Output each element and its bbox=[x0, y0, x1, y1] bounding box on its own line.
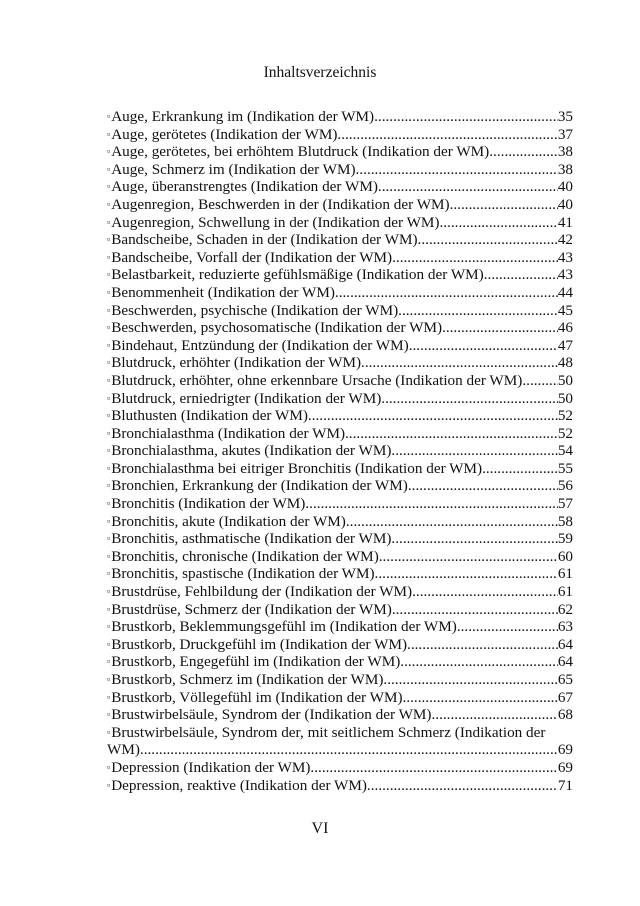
bullet-icon: ▫ bbox=[107, 480, 111, 491]
dot-leader bbox=[375, 565, 558, 583]
bullet-icon: ▫ bbox=[107, 410, 111, 421]
entry-label bbox=[107, 266, 484, 284]
entry-page-number: 40 bbox=[557, 195, 573, 213]
entry-label bbox=[107, 407, 308, 425]
entry-text: Brustdrüse, Schmerz der (Indikation der WM) bbox=[111, 600, 392, 618]
toc-entry[interactable] bbox=[107, 390, 573, 408]
bullet-icon: ▫ bbox=[107, 656, 111, 667]
entry-page-number: 71 bbox=[557, 776, 573, 794]
bullet-icon: ▫ bbox=[107, 198, 111, 209]
entry-label bbox=[107, 302, 398, 320]
toc-entry[interactable] bbox=[107, 777, 573, 795]
toc-entry[interactable] bbox=[107, 530, 573, 548]
bullet-icon: ▫ bbox=[107, 322, 111, 333]
entry-label bbox=[107, 442, 391, 460]
dot-leader bbox=[400, 653, 558, 671]
dot-leader bbox=[450, 196, 558, 214]
entry-label bbox=[107, 618, 457, 636]
bullet-icon: ▫ bbox=[107, 638, 111, 649]
toc-entry[interactable] bbox=[107, 425, 573, 443]
dot-leader bbox=[367, 777, 558, 795]
entry-page-number: 64 bbox=[557, 653, 573, 671]
entry-text: Blutdruck, erhöhter, ohne erkennbare Ursache (Indikation der WM) bbox=[111, 371, 523, 389]
toc-entry[interactable] bbox=[107, 249, 573, 267]
entry-text: Brustkorb, Beklemmungsgefühl im (Indikation der WM) bbox=[111, 618, 457, 636]
entry-label bbox=[107, 671, 383, 689]
entry-label bbox=[107, 706, 431, 724]
entry-text: Blutdruck, erhöhter (Indikation der WM) bbox=[111, 354, 362, 372]
entry-page-number: 44 bbox=[557, 283, 573, 301]
entry-label bbox=[107, 319, 442, 337]
entry-page-number: 43 bbox=[557, 248, 573, 266]
toc-entry[interactable] bbox=[107, 548, 573, 566]
dot-leader bbox=[378, 178, 558, 196]
toc-entries-after bbox=[107, 759, 573, 794]
entry-page-number: 38 bbox=[557, 160, 573, 178]
entry-page-number: 67 bbox=[557, 688, 573, 706]
entry-label bbox=[107, 477, 408, 495]
bullet-icon: ▫ bbox=[107, 304, 111, 315]
bullet-icon: ▫ bbox=[107, 621, 111, 632]
entry-page-number: 59 bbox=[557, 530, 573, 548]
entry-text: Bronchitis, akute (Indikation der WM) bbox=[111, 512, 346, 530]
bullet-icon: ▫ bbox=[107, 181, 111, 192]
dot-leader bbox=[140, 741, 558, 759]
toc-entry[interactable] bbox=[107, 266, 573, 284]
toc-entries bbox=[107, 108, 573, 724]
toc-entry[interactable] bbox=[107, 477, 573, 495]
entry-text: Depression, reaktive (Indikation der WM) bbox=[111, 776, 367, 794]
toc-entry[interactable] bbox=[107, 618, 573, 636]
entry-label: Brustwirbelsäule, Syndrom der, mit seitlichem Schmerz (Indikation der bbox=[111, 723, 546, 741]
toc-entry[interactable] bbox=[107, 495, 573, 513]
entry-label bbox=[107, 284, 335, 302]
toc-entry[interactable] bbox=[107, 407, 573, 425]
entry-label bbox=[107, 777, 367, 795]
bullet-icon: ▫ bbox=[107, 269, 111, 280]
bullet-icon: ▫ bbox=[107, 691, 111, 702]
dot-leader bbox=[335, 284, 558, 302]
dot-leader bbox=[392, 601, 558, 619]
entry-page-number: 68 bbox=[557, 706, 573, 724]
bullet-icon: ▫ bbox=[107, 146, 111, 157]
entry-page-number: 65 bbox=[557, 671, 573, 688]
entry-text: Auge, gerötetes, bei erhöhtem Blutdruck (Indikation der WM) bbox=[111, 143, 490, 161]
entry-page-number: 57 bbox=[557, 495, 573, 513]
dot-leader bbox=[418, 231, 558, 249]
entry-label bbox=[107, 495, 305, 513]
toc-entry[interactable] bbox=[107, 302, 573, 320]
entry-page-number: 61 bbox=[557, 583, 573, 601]
entry-text: Auge, Erkrankung im (Indikation der WM) bbox=[111, 108, 375, 125]
entry-text: Bronchialasthma (Indikation der WM) bbox=[111, 424, 345, 442]
entry-page-number: 41 bbox=[557, 213, 573, 231]
bullet-icon: ▫ bbox=[107, 128, 111, 139]
entry-page-number: 62 bbox=[557, 600, 573, 618]
toc-entry[interactable] bbox=[107, 319, 573, 337]
entry-page-number: 64 bbox=[557, 635, 573, 653]
entry-page-number: 35 bbox=[557, 108, 573, 125]
toc-entry[interactable] bbox=[107, 601, 573, 619]
entry-label bbox=[107, 759, 310, 777]
entry-label bbox=[107, 178, 378, 196]
entry-label bbox=[107, 565, 375, 583]
dot-leader bbox=[408, 477, 558, 495]
entry-label bbox=[107, 249, 392, 267]
dot-leader bbox=[374, 108, 558, 126]
entry-label bbox=[107, 161, 356, 179]
dot-leader bbox=[381, 390, 558, 408]
entry-page-number: 58 bbox=[557, 512, 573, 530]
entry-page-number: 42 bbox=[557, 231, 573, 249]
entry-label bbox=[107, 390, 381, 408]
entry-label bbox=[107, 354, 361, 372]
dot-leader bbox=[407, 636, 558, 654]
entry-text: Bandscheibe, Vorfall der (Indikation der WM) bbox=[111, 248, 393, 266]
entry-page-number: 63 bbox=[557, 618, 573, 636]
dot-leader bbox=[442, 319, 558, 337]
dot-leader bbox=[391, 530, 557, 548]
entry-label-continuation: WM) bbox=[107, 741, 140, 759]
bullet-icon: ▫ bbox=[107, 515, 111, 526]
bullet-icon: ▫ bbox=[107, 709, 111, 720]
bullet-icon: ▫ bbox=[107, 111, 111, 121]
entry-page-number: 61 bbox=[557, 565, 573, 583]
bullet-icon: ▫ bbox=[107, 779, 111, 790]
bullet-icon: ▫ bbox=[107, 550, 111, 561]
entry-page-number: 52 bbox=[557, 407, 573, 425]
dot-leader bbox=[412, 583, 558, 601]
bullet-icon: ▫ bbox=[107, 251, 111, 262]
toc-entry[interactable] bbox=[107, 108, 573, 126]
entry-text: Bronchitis, chronische (Indikation der WM) bbox=[111, 547, 379, 565]
entry-page-number: 69 bbox=[557, 758, 573, 776]
entry-page-number: 54 bbox=[557, 442, 573, 460]
bullet-icon: ▫ bbox=[107, 216, 111, 227]
entry-text: Beschwerden, psychosomatische (Indikation der WM) bbox=[111, 319, 443, 337]
dot-leader bbox=[431, 706, 557, 724]
toc-entry[interactable] bbox=[107, 653, 573, 671]
entry-page-number: 56 bbox=[557, 477, 573, 495]
entry-text: Depression (Indikation der WM) bbox=[111, 758, 311, 776]
dot-leader bbox=[383, 671, 557, 689]
toc-entry[interactable] bbox=[107, 689, 573, 707]
dot-leader bbox=[409, 337, 558, 355]
entry-text: Brustkorb, Druckgefühl im (Indikation der WM) bbox=[111, 635, 408, 653]
toc-entry-wrapped[interactable] bbox=[107, 724, 573, 742]
toc-entry[interactable] bbox=[107, 214, 573, 232]
entry-text: Bindehaut, Entzündung der (Indikation der WM) bbox=[111, 336, 409, 354]
entry-text: Blutdruck, erniedrigter (Indikation der WM) bbox=[111, 389, 382, 407]
bullet-icon: ▫ bbox=[107, 462, 111, 473]
bullet-icon: ▫ bbox=[107, 427, 111, 438]
entry-text: Bronchien, Erkrankung der (Indikation der WM) bbox=[111, 477, 408, 495]
bullet-icon: ▫ bbox=[107, 392, 111, 403]
dot-leader bbox=[489, 143, 558, 161]
entry-page-number: 45 bbox=[557, 301, 573, 319]
entry-label bbox=[107, 548, 379, 566]
bullet-icon: ▫ bbox=[107, 445, 111, 456]
dot-leader bbox=[439, 214, 557, 232]
entry-label bbox=[107, 425, 345, 443]
entry-page-number: 60 bbox=[557, 547, 573, 565]
dot-leader bbox=[398, 302, 558, 320]
entry-text: Bronchialasthma bei eitriger Bronchitis (Indikation der WM) bbox=[111, 459, 483, 477]
toc-entry-wrapped-continuation[interactable] bbox=[107, 741, 573, 759]
entry-label bbox=[107, 530, 391, 548]
entry-text: Bronchialasthma, akutes (Indikation der WM) bbox=[111, 442, 392, 460]
entry-text: Brustkorb, Völlegefühl im (Indikation der WM) bbox=[111, 688, 403, 706]
bullet-icon: ▫ bbox=[107, 586, 111, 597]
entry-page-number: 52 bbox=[557, 424, 573, 442]
dot-leader bbox=[356, 161, 558, 179]
bullet-icon: ▫ bbox=[107, 339, 111, 350]
entry-page-number: 38 bbox=[557, 143, 573, 161]
entry-label bbox=[107, 372, 522, 390]
entry-label bbox=[107, 636, 407, 654]
bullet-icon: ▫ bbox=[107, 498, 111, 509]
entry-page-number: 46 bbox=[557, 319, 573, 337]
dot-leader bbox=[337, 126, 557, 144]
entry-label bbox=[107, 108, 374, 126]
entry-page-number: 50 bbox=[557, 371, 573, 389]
entry-text: Augenregion, Beschwerden in der (Indikation der WM) bbox=[111, 195, 450, 213]
entry-text: Bandscheibe, Schaden in der (Indikation der WM) bbox=[111, 231, 418, 249]
entry-page-number: 55 bbox=[557, 459, 573, 477]
entry-text: Auge, Schmerz im (Indikation der WM) bbox=[111, 160, 356, 178]
dot-leader bbox=[403, 689, 558, 707]
dot-leader bbox=[310, 759, 557, 777]
entry-label bbox=[107, 196, 450, 214]
toc-entry[interactable] bbox=[107, 161, 573, 179]
toc-entry[interactable] bbox=[107, 442, 573, 460]
dot-leader bbox=[482, 460, 558, 478]
dot-leader bbox=[484, 266, 558, 284]
entry-label bbox=[107, 337, 409, 355]
bullet-icon: ▫ bbox=[107, 234, 111, 245]
dot-leader bbox=[457, 618, 558, 636]
page-number: VI bbox=[311, 820, 329, 837]
toc-entry[interactable] bbox=[107, 196, 573, 214]
entry-label bbox=[107, 143, 489, 161]
toc-entry[interactable] bbox=[107, 126, 573, 144]
entry-page-number: 69 bbox=[557, 741, 573, 759]
toc-entry[interactable] bbox=[107, 284, 573, 302]
entry-label bbox=[107, 601, 392, 619]
toc-entry[interactable] bbox=[107, 513, 573, 531]
entry-label bbox=[107, 689, 403, 707]
bullet-icon: ▫ bbox=[107, 286, 111, 297]
entry-text: Brustkorb, Engegefühl im (Indikation der WM) bbox=[111, 653, 401, 671]
entry-text: Bronchitis (Indikation der WM) bbox=[111, 495, 306, 513]
dot-leader bbox=[308, 407, 558, 425]
table-of-contents bbox=[107, 108, 573, 794]
entry-text: Bronchitis, asthmatische (Indikation der WM) bbox=[111, 530, 392, 548]
bullet-icon: ▫ bbox=[107, 374, 111, 385]
entry-text: Benommenheit (Indikation der WM) bbox=[111, 283, 335, 301]
entry-text: Auge, überanstrengtes (Indikation der WM) bbox=[111, 178, 378, 196]
entry-text: Beschwerden, psychische (Indikation der WM) bbox=[111, 301, 399, 319]
bullet-icon: ▫ bbox=[107, 163, 111, 174]
toc-entry[interactable] bbox=[107, 671, 573, 689]
toc-entry[interactable] bbox=[107, 636, 573, 654]
dot-leader bbox=[522, 372, 557, 390]
entry-page-number: 40 bbox=[557, 178, 573, 196]
toc-entry[interactable] bbox=[107, 354, 573, 372]
entry-page-number: 47 bbox=[557, 336, 573, 354]
bullet-icon: ▫ bbox=[107, 357, 111, 368]
page-title: Inhaltsverzeichnis bbox=[263, 64, 377, 81]
dot-leader bbox=[391, 442, 557, 460]
entry-label bbox=[107, 653, 400, 671]
bullet-icon: ▫ bbox=[107, 761, 111, 772]
entry-page-number: 43 bbox=[557, 266, 573, 284]
entry-text: Brustwirbelsäule, Syndrom der (Indikation der WM) bbox=[111, 706, 432, 724]
dot-leader bbox=[346, 513, 558, 531]
entry-text: Auge, gerötetes (Indikation der WM) bbox=[111, 125, 338, 143]
toc-entry[interactable] bbox=[107, 178, 573, 196]
entry-label bbox=[107, 460, 482, 478]
entry-text: Bronchitis, spastische (Indikation der WM) bbox=[111, 565, 375, 583]
dot-leader bbox=[345, 425, 558, 443]
entry-page-number: 37 bbox=[557, 125, 573, 143]
toc-entry[interactable] bbox=[107, 372, 573, 390]
entry-label bbox=[107, 231, 418, 249]
toc-entry[interactable] bbox=[107, 565, 573, 583]
entry-label bbox=[107, 513, 346, 531]
toc-entry[interactable] bbox=[107, 583, 573, 601]
entry-text: Augenregion, Schwellung in der (Indikation der WM) bbox=[111, 213, 440, 231]
entry-text: Belastbarkeit, reduzierte gefühlsmäßige (Indikation der WM) bbox=[111, 266, 484, 284]
bullet-icon: ▫ bbox=[107, 533, 111, 544]
entry-label bbox=[107, 126, 337, 144]
dot-leader bbox=[379, 548, 558, 566]
bullet-icon: ▫ bbox=[107, 726, 111, 737]
entry-text: Brustkorb, Schmerz im (Indikation der WM) bbox=[111, 671, 384, 688]
entry-label bbox=[107, 214, 439, 232]
bullet-icon: ▫ bbox=[107, 603, 111, 614]
toc-entry[interactable] bbox=[107, 231, 573, 249]
bullet-icon: ▫ bbox=[107, 674, 111, 684]
toc-entry[interactable] bbox=[107, 706, 573, 724]
toc-entry[interactable] bbox=[107, 337, 573, 355]
toc-entry[interactable] bbox=[107, 143, 573, 161]
entry-page-number: 50 bbox=[557, 389, 573, 407]
entry-text: Brustdrüse, Fehlbildung der (Indikation der WM) bbox=[111, 583, 413, 601]
toc-entry[interactable] bbox=[107, 460, 573, 478]
bullet-icon: ▫ bbox=[107, 568, 111, 579]
dot-leader bbox=[392, 249, 558, 267]
entry-label bbox=[107, 583, 412, 601]
dot-leader bbox=[305, 495, 557, 513]
toc-entry[interactable] bbox=[107, 759, 573, 777]
dot-leader bbox=[361, 354, 558, 372]
entry-text: Bluthusten (Indikation der WM) bbox=[111, 407, 308, 425]
entry-page-number: 48 bbox=[557, 354, 573, 372]
